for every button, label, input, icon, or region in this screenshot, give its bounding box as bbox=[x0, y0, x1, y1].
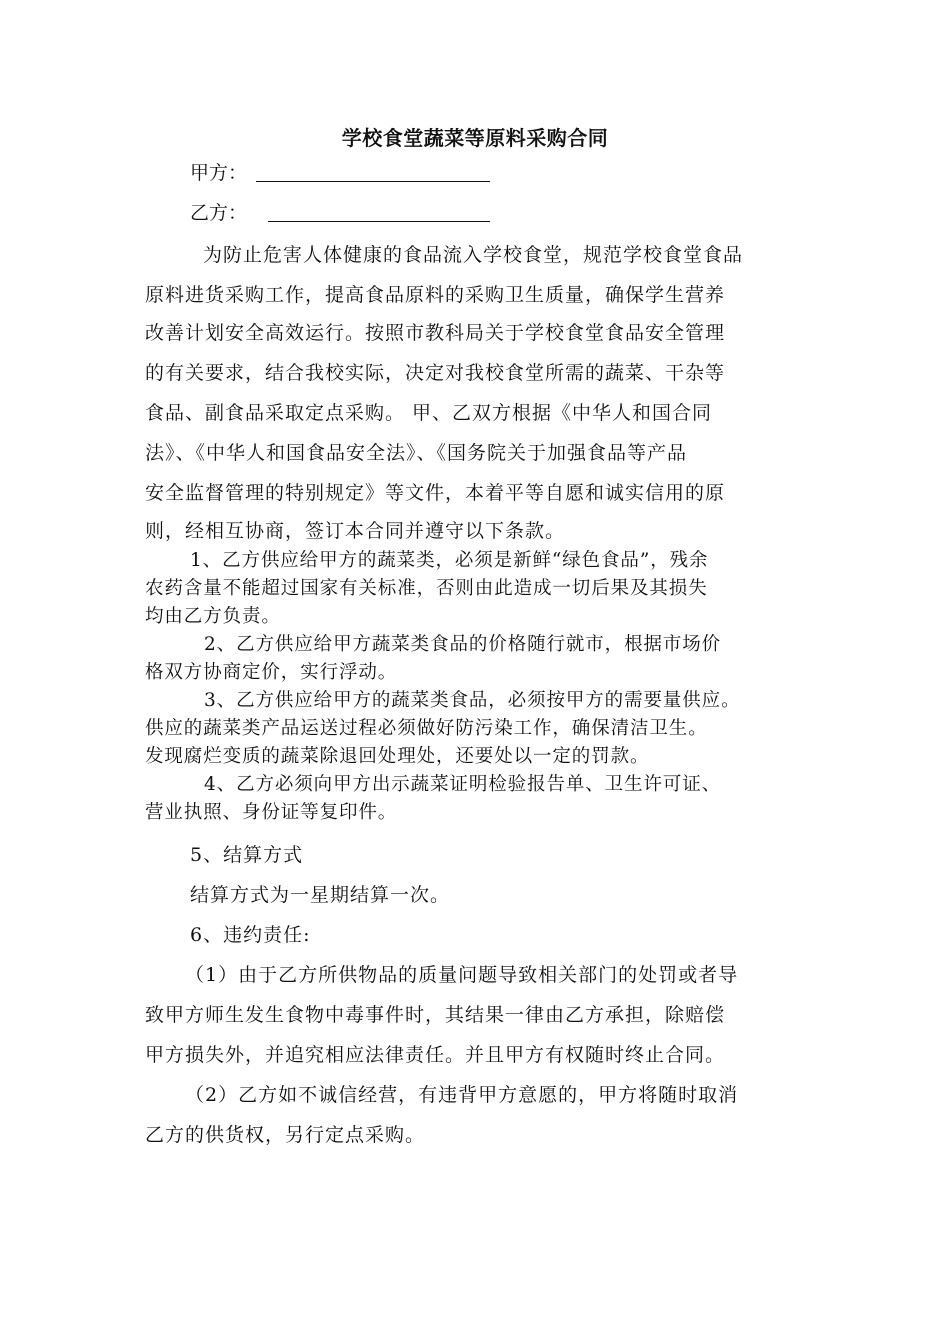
clause-line: 格双方协商定价，实行浮动。 bbox=[145, 662, 398, 683]
party-a-line bbox=[190, 160, 256, 186]
clause-line: 营业执照、身份证等复印件。 bbox=[145, 802, 398, 823]
party-b-blank bbox=[268, 221, 490, 222]
clause-line: 4、乙方必须向甲方出示蔬菜证明检验报告单、卫生许可证、 bbox=[204, 774, 722, 795]
party-b-label: 乙方： bbox=[190, 202, 248, 224]
section-6-line: 甲方损失外，并追究相应法律责任。并且甲方有权随时终止合同。 bbox=[145, 1044, 726, 1066]
clause-line: 供应的蔬菜类产品运送过程必须做好防污染工作，确保清洁卫生。 bbox=[145, 718, 708, 739]
clause-line: 3、乙方供应给甲方的蔬菜类食品，必须按甲方的需要量供应。 bbox=[204, 690, 741, 711]
document-title: 学校食堂蔬菜等原料采购合同 bbox=[341, 126, 609, 150]
section-6-title: 6、违约责任: bbox=[190, 924, 311, 946]
section-6-line: （2）乙方如不诚信经营，有违背甲方意愿的，甲方将随时取消 bbox=[185, 1084, 739, 1106]
section-5-title: 5、结算方式 bbox=[190, 844, 304, 866]
clause-line: 发现腐烂变质的蔬菜除退回处理处，还要处以一定的罚款。 bbox=[145, 746, 650, 767]
intro-line: 食品、副食品采取定点采购。 甲、乙双方根据《中华人和国合同 bbox=[145, 402, 713, 424]
intro-line: 安全监督管理的特别规定》等文件，本着平等自愿和诚实信用的原 bbox=[145, 482, 726, 504]
party-a-blank bbox=[256, 181, 490, 182]
clause-line: 1、乙方供应给甲方的蔬菜类，必须是新鲜“绿色食品”，残余 bbox=[190, 550, 709, 571]
party-a-label: 甲方： bbox=[190, 162, 248, 184]
intro-line: 则，经相互协商，签订本合同并遵守以下条款。 bbox=[145, 520, 566, 542]
intro-line: 的有关要求，结合我校实际，决定对我校食堂所需的蔬菜、干杂等 bbox=[145, 362, 726, 384]
clause-line: 2、乙方供应给甲方蔬菜类食品的价格随行就市，根据市场价 bbox=[204, 634, 722, 655]
party-b-line bbox=[190, 200, 256, 226]
section-6-line: 致甲方师生发生食物中毒事件时，其结果一律由乙方承担，除赔偿 bbox=[145, 1004, 726, 1026]
section-5-text: 结算方式为一星期结算一次。 bbox=[190, 884, 451, 906]
section-6-line: （1）由于乙方所供物品的质量问题导致相关部门的处罚或者导 bbox=[185, 964, 739, 986]
clause-line: 农药含量不能超过国家有关标准，否则由此造成一切后果及其损失 bbox=[145, 578, 708, 599]
clause-line: 均由乙方负责。 bbox=[145, 606, 281, 627]
intro-line: 为防止危害人体健康的食品流入学校食堂，规范学校食堂食品 bbox=[203, 244, 744, 266]
intro-line: 改善计划安全高效运行。按照市教科局关于学校食堂食品安全管理 bbox=[145, 322, 726, 344]
section-6-line: 乙方的供货权，另行定点采购。 bbox=[145, 1124, 426, 1146]
intro-line: 原料进货采购工作，提高食品原料的采购卫生质量，确保学生营养 bbox=[145, 284, 726, 306]
intro-line: 法》、《中华人和国食品安全法》、《国务院关于加强食品等产品 bbox=[145, 442, 688, 464]
